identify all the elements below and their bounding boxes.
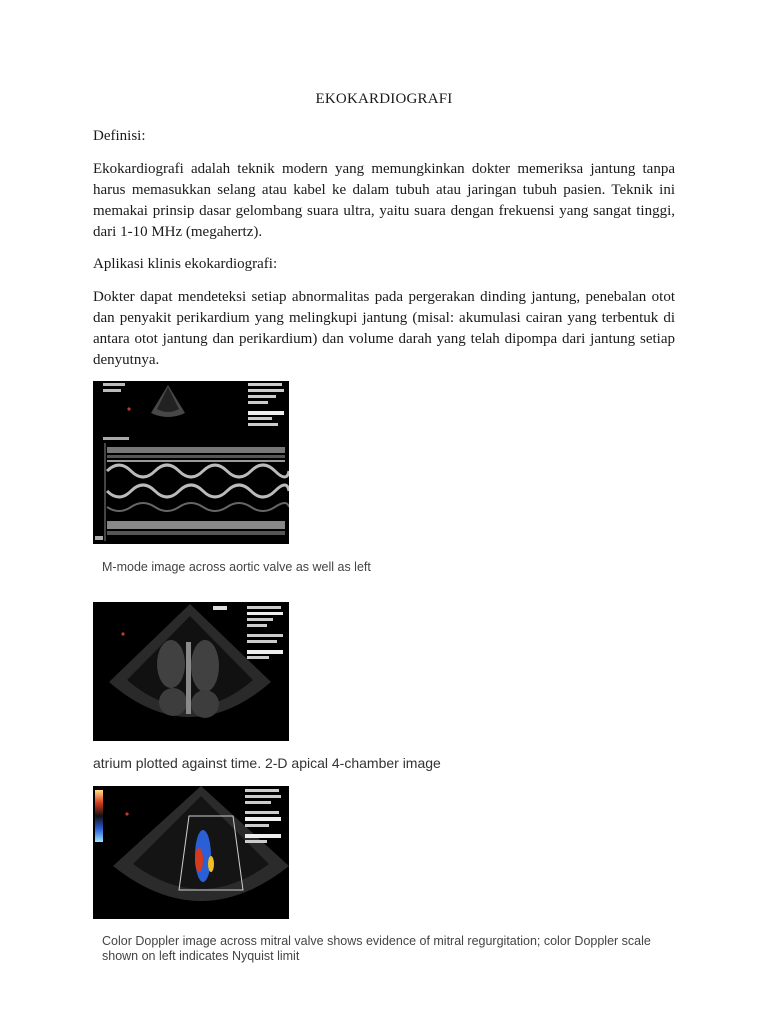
mmode-echo-image [93, 381, 289, 544]
figure-caption-3: Color Doppler image across mitral valve shows evidence of mitral regurgitation; color Doppler scale shown on left indicates Nyquist limit [102, 934, 651, 963]
definition-paragraph: Ekokardiografi adalah teknik modern yang memungkinkan dokter memeriksa jantung tanpa harus memasukkan selang atau kabel ke dalam tubuh atau jaringan tubuh pasien. Teknik ini memakai prinsip dasar gelombang suara ultra, yaitu suara dengan frekuensi yang sangat tinggi, dari 1-10 MHz (megahertz). [93, 161, 675, 240]
application-heading: Aplikasi klinis ekokardiografi: [93, 256, 278, 272]
definition-heading: Definisi: [93, 128, 146, 144]
figure-caption-1: M-mode image across aortic valve as well as left [102, 560, 371, 574]
application-paragraph: Dokter dapat mendeteksi setiap abnormalitas pada pergerakan dinding jantung, penebalan otot dan penyakit perikardium yang melingkupi jantung (misal: akumulasi cairan yang terbentuk di antara otot jantung dan perikardium) dan volume darah yang telah dipompa dari jantung setiap denyutnya. [93, 289, 675, 368]
color-doppler-echo-image [93, 786, 289, 919]
apical-4-chamber-echo-image [93, 602, 289, 741]
figure-caption-2: atrium plotted against time. 2-D apical 4-chamber image [93, 755, 441, 771]
document-title: EKOKARDIOGRAFI [315, 91, 453, 107]
